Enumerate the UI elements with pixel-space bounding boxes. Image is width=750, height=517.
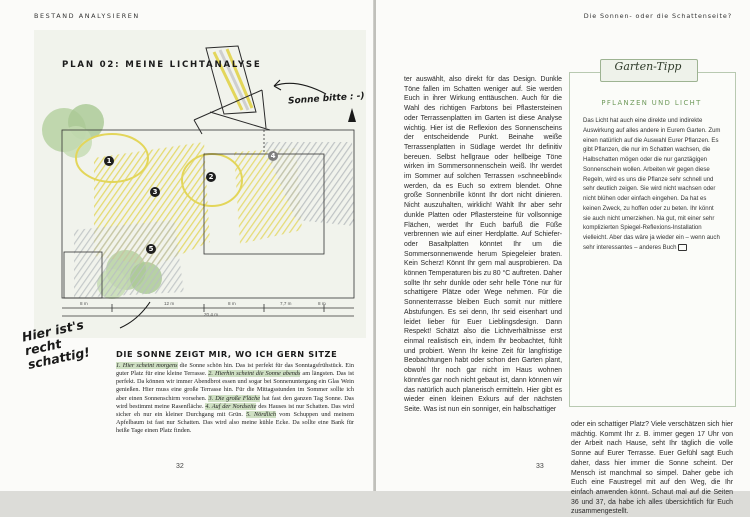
body-text-run: am längsten. Das ist perfekt. Da können wir immer Abendbrot essen und sogar bei Sonnenuntergang ein Glas Wein genießen. Hier muss eine große Terrasse hin. Für die Mittagsstunden im Sommer sollte ich aber einen Sonnenschirm vorsehen.: [116, 370, 354, 402]
body-text-run: hat fast den ganzen Tag Sonne. Das wird bestimmt meine Rasenfläche.: [116, 394, 354, 410]
dimension-label: 7,7 m: [280, 301, 292, 306]
body-text-run: die Sonne schön hin. Das ist perfekt für das Sonntagsfrühstück. Ein guter Platz für eine kleine Terrasse.: [116, 362, 354, 378]
body-column-2: oder ein schattiger Platz? Viele verschätzen sich hier mächtig. Kommt Ihr z. B. immer gegen 17 Uhr von der Arbeit nach Hause, seht Ihr täglich die volle Sonne auf Eurer Terrasse. Euer Gefühl sagt Euch daher, dass hier immer die Sonne scheint. Der Mensch ist manchmal so simpel. Daher gebe ich Euch eine Faustregel mit auf den Weg, die Ihr einfach anwenden könnt. Schaut mal auf die Seiten 36 und 37, da habe ich alles übersichtlich für Euch zusammengestellt.: [571, 421, 733, 516]
light-analysis-plan: [34, 30, 366, 340]
north-arrow: [348, 108, 356, 122]
dimension-label: 8 m: [228, 301, 236, 306]
dimension-label: 12 m: [164, 301, 175, 306]
body-text-run: des Hauses ist nur Schatten. Das wird sicher eh nur ein kleiner Durchgang mit Grün.: [116, 402, 354, 418]
page-number-left: 32: [176, 463, 184, 470]
plan-marker-3: 3: [150, 187, 160, 197]
highlighted-location-label: 5. Nördlich: [246, 410, 276, 418]
sun-note: Sonne bitte : -): [287, 91, 365, 107]
plan-marker-5: 5: [146, 244, 156, 254]
highlighted-location-label: 4. Auf der Nordseite: [205, 402, 257, 410]
plan-explanation-text: [116, 362, 354, 435]
right-page: [376, 0, 750, 516]
plan-marker-4: 4: [268, 151, 278, 161]
shade-area-hatch: [74, 220, 184, 298]
book-icon: [678, 244, 687, 251]
highlighted-location-label: 3. Die große Fläche: [208, 394, 261, 402]
sun-note-arrow: [274, 83, 326, 94]
garden-tip-badge: Garten-Tipp: [614, 60, 682, 73]
shade-note: Hier ist's recht schattig!: [20, 316, 92, 372]
dimension-label-total: 20,4 m: [204, 312, 219, 317]
left-page: [0, 0, 374, 491]
section-heading: DIE SONNE ZEIGT MIR, WO ICH GERN SITZE: [116, 349, 338, 359]
highlighted-location-label: 2. Hierhin scheint die Sonne abends: [208, 370, 301, 378]
dimension-label: 8 m: [318, 301, 326, 306]
plan-marker-2: 2: [206, 172, 216, 182]
garden-tip-text: [583, 117, 723, 254]
page-number-right: 33: [536, 463, 544, 470]
body-column-1: ter auswählt, also direkt für das Design. Dunkle Töne fallen im Schatten weniger auf. Sie werden Euch in ihrer Wirkung enttäuschen. Auch für die Wahl des richtigen Farbtons bei Pflastersteinen oder Terrassenplatten im Garten ist diese Analyse wichtig. Hier ist die Reflexion des Sonnenscheins der entscheidende Punkt. Beinahe weiße Terrassenplatten in Südlage werdet Ihr definitiv bereuen. Selbst hellgraue oder hellbeige Töne wirken im Sommersonnenschein weiß. Ihr werdet im Sommer auf solchen Terrassen »schneeblind« werden, da es Euch so extrem blendet. Ohne große Sonnenbrille könnt Ihr dort nicht dinieren. Nicht auszuhalten, wirklich! Wählt Ihr aber sehr dunkle Platten oder Pflastersteine für vollsonnige Flächen, werdet Ihr Euch barfuß die Füße verbrennen wie auf einer Herdplatte. Auf Schiefer- oder Basaltplatten könntet Ihr um die Sommersonnenwende herum Spiegeleier braten. Kein Scherz! Könnt Ihr gern mal ausprobieren. Da können Temperaturen bis zu 80 °C auftreten. Daher sollte Ihr sehr dunkle oder sehr helle Töne nur für schattigere Plätze oder Wege nehmen. Für die Sonnenterrasse bleiben Euch somit nur mittlere Abstufungen. Es sei denn, Ihr seid eisenhart und leidet lieber für Euer Lieblingsdesign. Dann Respekt! Schätzt also die Lichtverhältnisse erst einmal realistisch ein, indem Ihr beobachtet, fühlt und probiert. Wenn Ihr keine Zeit für langfristige Beobachtungen habt oder schon den Garten plant, obwohl Ihr noch gar nicht im Haus wohnen könnt/es gar noch nicht gebaut ist, dann können wir das natürlich auch planerisch ermitteln. Hier gibt es wieder einen kleinen Exkurs auf der nächsten Seite. Was ist nun ein sonniger, ein halbschattiger: [404, 76, 562, 413]
plan-marker-1: 1: [104, 156, 114, 166]
body-text-run: vom Schuppen und meinem Apfelbaum ist fast nur Schatten. Das wird also meine kühle Ecke. Da sollte eine Bank für heiße Tage einen Platz finden.: [116, 410, 354, 435]
running-header-left: BESTAND ANALYSIEREN: [34, 12, 140, 20]
dimension-label: 8 m: [80, 301, 88, 306]
running-header-right: Die Sonnen- oder die Schattenseite?: [583, 12, 732, 20]
garden-tip-body: Das Licht hat auch eine direkte und indirekte Auswirkung auf alles andere in Eurem Garten. Zum einen natürlich auf die Auswahl Eurer Pflanzen. Es gibt Pflanzen, die nur im Schatten wachsen, die Halbschatten mögen oder die nur ganztägigen Sonnenschein wollen. Arbeiten wir gegen diese Regeln, wird es uns die Pflanze sehr schnell und sehr deutlich zeigen. Sie wird nicht wachsen oder nicht blühen oder einfach eingehen. Da hat es keinen Zweck, zu hoffen oder zu beten. Ihr könnt sie auch nicht umerziehen. Na gut, mit einer sehr komplizierten Spiegel-Reflexions-Installation vielleicht. Aber das wäre ja wieder ein – wenn auch sehr interessantes – anderes Buch: [583, 118, 721, 251]
garden-tip-heading: PFLANZEN UND LICHT: [601, 99, 702, 107]
plan-title: PLAN 02: MEINE LICHTANALYSE: [62, 60, 262, 70]
shade-note-arrow: [120, 302, 150, 328]
highlighted-location-label: 1. Hier scheint morgens: [116, 362, 178, 369]
